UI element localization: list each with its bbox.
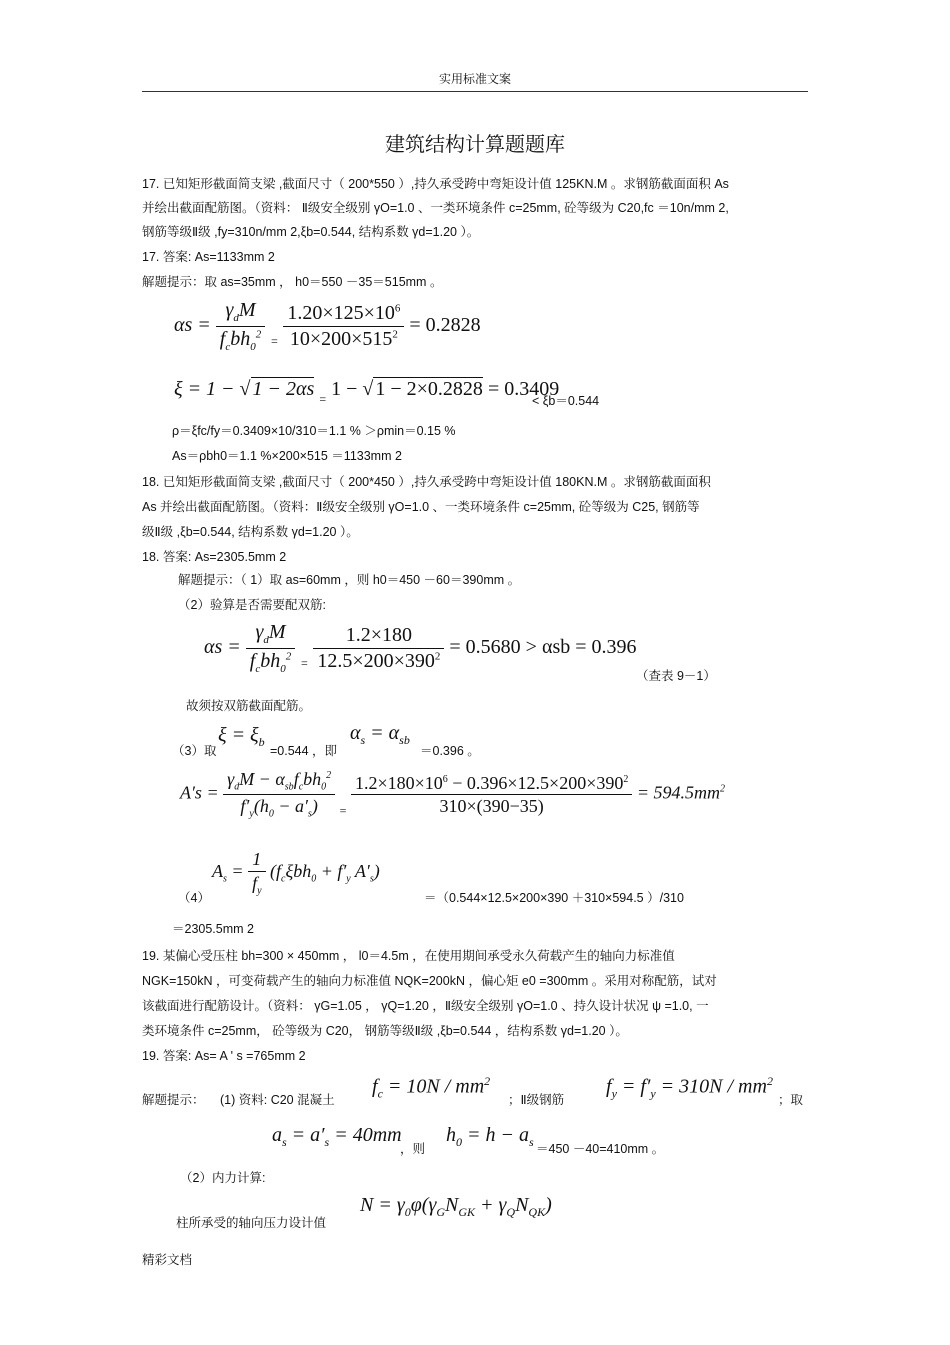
p18-line-2: As 并绘出截面配筋图。（资料：Ⅱ级安全级别 γO=1.0 、一类环境条件 c=25mm, 砼等级为 C25, 钢筋等 xyxy=(142,500,700,514)
p19-answer: 19. 答案: As= A ' s =765mm 2 xyxy=(142,1049,306,1063)
p19-data: (1) 资料: C20 混凝土 xyxy=(220,1093,335,1107)
p17-formula-alpha: αs = $\frac{\gamma_dM}{f_cbh_0^2}$ $_=$ $\frac{1.20\times 125\times 10^6}{10\times 200\times 515^2}$ = 0.2828 xyxy=(174,299,481,353)
p18-final: ＝2305.5mm 2 xyxy=(172,922,254,936)
p19-then: ，则 xyxy=(400,1142,426,1156)
p19-line-4: 类环境条件 c=25mm， 砼等级为 C20， 钢筋等级Ⅱ级 ,ξb=0.544 ，结构系数 γd=1.20 ）。 xyxy=(142,1024,628,1038)
p18-step4-result: ＝（0.544×12.5×200×390 ＋310×594.5 ）/310 xyxy=(424,891,684,905)
p17-xi-b: < ξb＝0.544 xyxy=(532,394,600,408)
p19-axial-label: 柱所承受的轴向压力设计值 xyxy=(176,1216,327,1230)
p19-hint-label: 解题提示： xyxy=(142,1093,205,1107)
header-rule xyxy=(142,91,808,92)
p18-line-1: 18. 已知矩形截面简支梁 ,截面尺寸（ 200*450 ）,持久承受跨中弯矩设计值 180KN.M 。求钢筋截面面积 xyxy=(142,475,711,489)
p19-formula-n: $N = \gamma_0\varphi(\gamma_GN_{GK} + \gamma_QN_{QK})$ xyxy=(360,1194,552,1219)
p18-formula-as: $A_s$ = $\frac{1}{f_y}$ ($f_c\xi bh_0 + f'_y$ $A'_s$) xyxy=(212,849,380,897)
page-title: 建筑结构计算题题库 xyxy=(385,132,565,156)
p19-formula-h0: $h_0 = h - a_s$ xyxy=(446,1124,534,1149)
p17-line-3: 钢筋等级Ⅱ级 ,fy=310n/mm 2,ξb=0.544, 结构系数 γd=1.20 ）。 xyxy=(142,225,480,239)
p17-line-2: 并绘出截面配筋图。（资料： Ⅱ级安全级别 γO=1.0 、一类环境条件 c=25mm, 砼等级为 C20,fc ＝10n/mm 2, xyxy=(142,201,729,215)
p18-step3-alpha: $\alpha_s = \alpha_{sb}$ xyxy=(350,722,410,747)
p18-step3-xi: $\xi = \xi_b$ xyxy=(218,724,265,749)
p17-answer: 17. 答案: As=1133mm 2 xyxy=(142,250,275,264)
p18-answer: 18. 答案: As=2305.5mm 2 xyxy=(142,550,287,564)
p18-formula-as-prime: A′s = $\frac{\gamma_dM - \alpha_{sb}f_cbh_0^2}{f'_y(h_0 - a'_s)}$ $_=$ $\frac{1.2\times 180\times 10^6 - 0.396\times 12.5\times 200\times 390^2}{310\times(390-35)}$ = $594.5mm^2$ xyxy=(180,769,726,820)
p18-step3-mid: =0.544 ，即 xyxy=(270,744,338,758)
p18-formula-alpha: αs = $\frac{\gamma_dM}{f_cbh_0^2}$ $_=$ $\frac{1.2\times 180}{12.5\times 200\times 390^2}$ = 0.5680 > αsb = 0.396 xyxy=(204,621,637,675)
p19-line-3: 该截面进行配筋设计。（资料： γG=1.05 ， γQ=1.20 ，Ⅱ级安全级别 γO=1.0 、持久设计状况 ψ =1.0, 一 xyxy=(142,999,709,1013)
p18-hint-2: （2）验算是否需要配双筋: xyxy=(178,598,326,612)
p19-formula-as: $a_s = a'_s = 40mm$ xyxy=(272,1124,402,1149)
p17-formula-xi: ξ = 1 − √ 1 − 2αs $_=$ 1 − √ 1 − 2×0.2828 = 0.3409 xyxy=(174,378,560,406)
p19-steel: ；Ⅱ级钢筋 xyxy=(508,1093,565,1107)
p17-rho: ρ＝ξfc/fy＝0.3409×10/310＝1.1 % ＞ρmin＝0.15 % xyxy=(172,424,456,438)
p17-as: As＝ρbh0＝1.1 %×200×515 ＝1133mm 2 xyxy=(172,449,402,463)
p17-hint: 解题提示：取 as=35mm ， h0＝550 －35＝515mm 。 xyxy=(142,275,443,289)
p19-formula-fc: $f_c = 10N / mm^2$ xyxy=(372,1074,491,1101)
p19-line-1: 19. 某偏心受压柱 bh=300 × 450mm ， l0＝4.5m ，在使用期间承受永久荷载产生的轴向力标准值 xyxy=(142,949,675,963)
p18-step4-label: （4） xyxy=(178,891,210,905)
p18-step3-label: （3）取 xyxy=(172,744,217,758)
page-footer: 精彩文档 xyxy=(142,1253,193,1267)
p19-h0: ＝450 －40=410mm 。 xyxy=(536,1142,665,1156)
p19-take: ；取 xyxy=(778,1093,804,1107)
p18-step3-end: ＝0.396 。 xyxy=(420,744,480,758)
p18-line-3: 级Ⅱ级 ,ξb=0.544, 结构系数 γd=1.20 ）。 xyxy=(142,525,359,539)
page-header: 实用标准文案 xyxy=(438,72,511,86)
p17-line-1: 17. 已知矩形截面简支梁 ,截面尺寸（ 200*550 ）,持久承受跨中弯矩设计值 125KN.M 。求钢筋截面面积 As xyxy=(142,177,729,191)
p18-check-table: （查表 9－1） xyxy=(636,669,716,683)
p18-double-rebar: 故须按双筋截面配筋。 xyxy=(186,699,312,713)
p19-step2: （2）内力计算: xyxy=(180,1171,266,1185)
p19-line-2: NGK=150kN ，可变荷载产生的轴向力标准值 NQK=200kN ，偏心矩 e0 =300mm 。采用对称配筋，试对 xyxy=(142,974,717,988)
p19-formula-fy: $f_y = f'_y = 310N / mm^2$ xyxy=(606,1074,773,1101)
p18-hint-1: 解题提示：（ 1）取 as=60mm ，则 h0＝450 －60＝390mm 。 xyxy=(178,573,521,587)
